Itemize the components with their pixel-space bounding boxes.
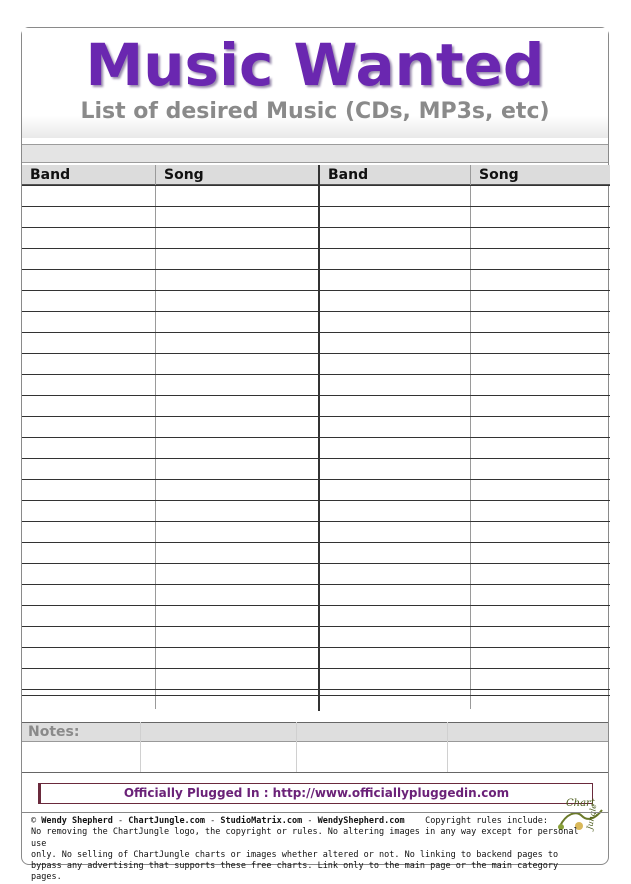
header-divider-band xyxy=(22,144,608,163)
table-row xyxy=(22,563,610,564)
table-row xyxy=(22,521,610,522)
table-row xyxy=(22,395,610,396)
table-row xyxy=(22,290,610,291)
rules-intro: Copyright rules include: xyxy=(425,816,548,826)
table-row xyxy=(22,374,610,375)
table-row xyxy=(22,248,610,249)
table-row xyxy=(22,668,610,669)
wendyshepherd-link[interactable]: WendyShepherd.com xyxy=(317,816,405,826)
table-row xyxy=(22,479,610,480)
rules-line: bypass any advertising that supports these free charts. Link only to the main page or the main category pages. xyxy=(31,861,559,883)
footer-divider xyxy=(22,812,608,813)
music-table xyxy=(22,165,610,711)
chartjungle-link[interactable]: ChartJungle.com xyxy=(128,816,206,826)
column-header-song-left: Song xyxy=(156,165,318,185)
studiomatrix-link[interactable]: StudioMatrix.com xyxy=(220,816,303,826)
table-row xyxy=(22,605,610,606)
table-row xyxy=(22,695,610,696)
notes-bottom-line xyxy=(22,772,608,773)
table-row xyxy=(22,584,610,585)
notes-divider xyxy=(296,722,297,772)
page-subtitle: List of desired Music (CDs, MP3s, etc) xyxy=(80,99,550,124)
footer-separator: - xyxy=(302,816,318,826)
rules-line: No removing the ChartJungle logo, the copyright or rules. No altering images in any way except for personal use xyxy=(31,827,579,849)
table-row xyxy=(22,542,610,543)
footer xyxy=(31,816,591,884)
table-row xyxy=(22,206,610,207)
author-name: Wendy Shepherd xyxy=(41,816,113,826)
table-row xyxy=(22,458,610,459)
plug-banner[interactable]: Officially Plugged In : http://www.officiallypluggedin.com xyxy=(38,783,593,804)
table-row xyxy=(22,269,610,270)
table-row xyxy=(22,185,610,186)
notes-divider xyxy=(140,722,141,772)
table-row xyxy=(22,500,610,501)
header xyxy=(22,28,608,138)
logo-text-jungle: Jungle xyxy=(585,803,599,831)
center-divider xyxy=(318,165,320,711)
table-row xyxy=(22,332,610,333)
column-header-band-right: Band xyxy=(320,165,470,185)
column-header-song-right: Song xyxy=(471,165,610,185)
notes-header xyxy=(22,722,608,742)
notes-label: Notes: xyxy=(28,724,80,740)
page-title: Music Wanted xyxy=(85,31,545,99)
table-row xyxy=(22,353,610,354)
rules-line: only. No selling of ChartJungle charts or images whether altered or not. No linking to backend pages to xyxy=(31,849,559,860)
table-row xyxy=(22,416,610,417)
chart-sheet xyxy=(21,27,609,883)
table-row xyxy=(22,437,610,438)
table-row xyxy=(22,227,610,228)
table-row xyxy=(22,311,610,312)
column-header-band-left: Band xyxy=(22,165,155,185)
footer-separator: - xyxy=(205,816,221,826)
footer-separator: - xyxy=(112,816,129,826)
notes-divider xyxy=(447,722,448,772)
footer-credits xyxy=(31,816,591,827)
table-row xyxy=(22,647,610,648)
table-row xyxy=(22,689,610,690)
logo-text-chart: Chart xyxy=(566,798,595,809)
table-row xyxy=(22,626,610,627)
copyright-symbol: © xyxy=(31,816,37,826)
